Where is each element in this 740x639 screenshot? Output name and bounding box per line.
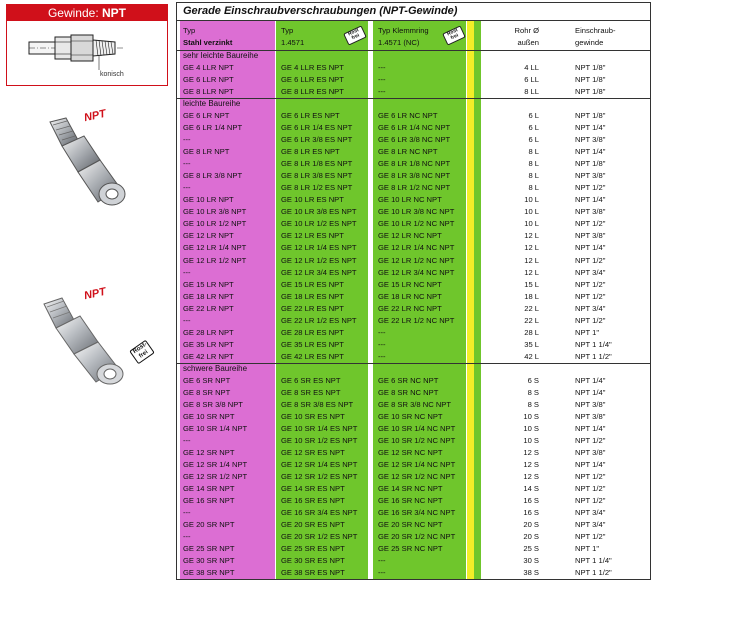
table-row [177, 351, 650, 363]
table-row [177, 291, 650, 303]
col-thread: NPT 1/4" [575, 375, 606, 385]
col-stainless: GE 8 LR 3/8 ES NPT [281, 171, 353, 181]
col-thread: NPT 1/4" [575, 147, 606, 157]
col-clamp-ring: GE 12 LR 1/4 NC NPT [378, 243, 455, 253]
section-title: sehr leichte Baureihe [183, 51, 259, 60]
product-image-stainless [36, 285, 150, 388]
col-zinc: --- [183, 267, 191, 277]
col-zinc: --- [183, 508, 191, 518]
col-thread: NPT 1/2" [575, 472, 606, 482]
table-row [177, 387, 650, 399]
col-stainless: GE 6 LLR ES NPT [281, 75, 344, 85]
thread-legend-label: Gewinde: [47, 6, 99, 20]
section-heading [177, 363, 650, 375]
col-clamp-ring: --- [378, 63, 386, 73]
stainless-badge-col2: Rost frei [343, 25, 367, 45]
col-tube-diameter: 20 S [523, 532, 539, 542]
col-tube-diameter: 6 LL [524, 75, 539, 85]
col-stainless: GE 8 LR 1/8 ES NPT [281, 159, 353, 169]
section-title: schwere Baureihe [183, 363, 248, 373]
header-col5-line1: Einschraub- [575, 26, 616, 35]
col-clamp-ring: GE 12 SR 1/2 NC NPT [378, 472, 456, 482]
col-tube-diameter: 6 L [528, 135, 539, 145]
col-zinc: GE 30 SR NPT [183, 556, 235, 566]
col-stainless: GE 20 SR 1/2 ES NPT [281, 532, 358, 542]
col-stainless: GE 4 LLR ES NPT [281, 63, 344, 73]
col-tube-diameter: 8 LL [524, 87, 539, 97]
col-clamp-ring: GE 12 SR 1/4 NC NPT [378, 460, 456, 470]
col-stainless: GE 20 SR ES NPT [281, 520, 345, 530]
col-clamp-ring: GE 22 LR 1/2 NC NPT [378, 315, 455, 325]
col-tube-diameter: 15 L [524, 279, 539, 289]
col-tube-diameter: 8 L [528, 183, 539, 193]
table-row [177, 110, 650, 122]
table-row [177, 495, 650, 507]
section-divider [177, 98, 650, 99]
col-thread: NPT 3/4" [575, 303, 606, 313]
col-clamp-ring: --- [378, 568, 386, 578]
col-clamp-ring: --- [378, 87, 386, 97]
col-thread: NPT 1 1/4" [575, 339, 612, 349]
col-zinc: GE 12 SR 1/4 NPT [183, 460, 248, 470]
col-zinc: GE 10 SR 1/4 NPT [183, 423, 248, 433]
col-thread: NPT 3/8" [575, 447, 606, 457]
col-thread: NPT 1/2" [575, 255, 606, 265]
col-stainless: GE 15 LR ES NPT [281, 279, 344, 289]
col-tube-diameter: 28 L [524, 327, 539, 337]
col-tube-diameter: 8 S [527, 387, 539, 397]
col-clamp-ring: GE 25 SR NC NPT [378, 544, 443, 554]
col-stainless: GE 6 SR ES NPT [281, 375, 341, 385]
col-tube-diameter: 38 S [523, 568, 539, 578]
col-stainless: GE 30 SR ES NPT [281, 556, 345, 566]
table-row [177, 74, 650, 86]
col-stainless: GE 6 LR ES NPT [281, 111, 340, 121]
col-thread: NPT 1/2" [575, 484, 606, 494]
col-tube-diameter: 12 S [523, 460, 539, 470]
col-thread: NPT 1/2" [575, 315, 606, 325]
stainless-badge: Rost-frei [129, 340, 155, 365]
col-stainless: GE 16 SR 3/4 ES NPT [281, 508, 358, 518]
table-row [177, 279, 650, 291]
col-tube-diameter: 35 L [524, 339, 539, 349]
col-thread: NPT 1/2" [575, 279, 606, 289]
col-tube-diameter: 10 L [524, 207, 539, 217]
col-tube-diameter: 16 S [523, 496, 539, 506]
col-thread: NPT 1/8" [575, 75, 606, 85]
col-thread: NPT 1" [575, 544, 600, 554]
col-zinc: GE 25 SR NPT [183, 544, 235, 554]
section-divider [177, 363, 650, 364]
header-col2-line2: 1.4571 [281, 38, 305, 47]
col-tube-diameter: 4 LL [524, 63, 539, 73]
col-thread: NPT 3/8" [575, 411, 606, 421]
col-zinc: GE 12 LR 1/2 NPT [183, 255, 247, 265]
col-stainless: GE 22 LR 1/2 ES NPT [281, 315, 357, 325]
col-stainless: GE 8 LR ES NPT [281, 147, 340, 157]
col-tube-diameter: 22 L [524, 315, 539, 325]
table-row [177, 206, 650, 218]
col-tube-diameter: 10 L [524, 195, 539, 205]
col-stainless: GE 10 SR 1/2 ES NPT [281, 435, 358, 445]
col-clamp-ring: GE 6 LR 3/8 NC NPT [378, 135, 451, 145]
table-row [177, 519, 650, 531]
section-title: leichte Baureihe [183, 99, 241, 109]
col-stainless: GE 12 LR 3/4 ES NPT [281, 267, 357, 277]
table-row [177, 399, 650, 411]
table-row [177, 134, 650, 146]
npt-tag-1: NPT [82, 107, 108, 125]
col-stainless: GE 18 LR ES NPT [281, 291, 344, 301]
header-col4-line2: außen [517, 38, 539, 47]
table-row [177, 327, 650, 339]
col-zinc: GE 18 LR NPT [183, 291, 234, 301]
col-stainless: GE 8 LLR ES NPT [281, 87, 344, 97]
col-tube-diameter: 10 S [523, 423, 539, 433]
col-tube-diameter: 12 S [523, 472, 539, 482]
col-stainless: GE 6 LR 3/8 ES NPT [281, 135, 353, 145]
table-row [177, 459, 650, 471]
col-zinc: GE 12 LR 1/4 NPT [183, 243, 247, 253]
col-zinc: GE 12 LR NPT [183, 231, 234, 241]
col-stainless: GE 12 LR 1/4 ES NPT [281, 243, 357, 253]
col-clamp-ring: GE 10 LR NC NPT [378, 195, 442, 205]
col-zinc: GE 10 LR NPT [183, 195, 234, 205]
col-zinc: GE 6 LR 1/4 NPT [183, 123, 243, 133]
col-zinc: --- [183, 159, 191, 169]
table-row [177, 567, 650, 579]
col-zinc: GE 12 SR NPT [183, 447, 235, 457]
header-col3-line2: 1.4571 (NC) [378, 38, 420, 47]
col-clamp-ring: GE 12 LR 1/2 NC NPT [378, 255, 455, 265]
col-thread: NPT 1 1/4" [575, 556, 612, 566]
col-clamp-ring: GE 8 SR 3/8 NC NPT [378, 399, 452, 409]
table-row [177, 230, 650, 242]
table-row [177, 447, 650, 459]
col-stainless: GE 28 LR ES NPT [281, 327, 344, 337]
col-zinc: GE 15 LR NPT [183, 279, 234, 289]
col-zinc: GE 20 SR NPT [183, 520, 235, 530]
col-clamp-ring: GE 6 SR NC NPT [378, 375, 439, 385]
col-tube-diameter: 22 L [524, 303, 539, 313]
col-thread: NPT 1/2" [575, 291, 606, 301]
col-clamp-ring: GE 12 LR NC NPT [378, 231, 442, 241]
col-tube-diameter: 10 L [524, 219, 539, 229]
col-zinc: GE 8 SR NPT [183, 387, 231, 397]
col-tube-diameter: 8 S [527, 399, 539, 409]
col-thread: NPT 1/8" [575, 159, 606, 169]
col-stainless: GE 12 SR ES NPT [281, 447, 345, 457]
col-clamp-ring: GE 14 SR NC NPT [378, 484, 443, 494]
col-stainless: GE 35 LR ES NPT [281, 339, 344, 349]
fittings-table [177, 21, 650, 579]
col-clamp-ring: GE 10 SR 1/2 NC NPT [378, 435, 456, 445]
col-thread: NPT 1/4" [575, 243, 606, 253]
table-row [177, 375, 650, 387]
col-stainless: GE 38 SR ES NPT [281, 568, 345, 578]
col-thread: NPT 3/8" [575, 171, 606, 181]
col-clamp-ring: --- [378, 327, 386, 337]
col-clamp-ring: GE 10 SR NC NPT [378, 411, 443, 421]
col-clamp-ring: GE 16 SR 3/4 NC NPT [378, 508, 456, 518]
col-thread: NPT 3/8" [575, 399, 606, 409]
col-stainless: GE 6 LR 1/4 ES NPT [281, 123, 353, 133]
col-zinc: GE 8 SR 3/8 NPT [183, 399, 243, 409]
table-row [177, 471, 650, 483]
col-clamp-ring: GE 8 LR 1/2 NC NPT [378, 183, 451, 193]
col-zinc: GE 10 SR NPT [183, 411, 235, 421]
thread-legend-type: NPT [102, 6, 127, 20]
col-stainless: GE 14 SR ES NPT [281, 484, 345, 494]
fitting-zinc-icon [40, 107, 140, 210]
table-row [177, 531, 650, 543]
col-zinc: --- [183, 315, 191, 325]
col-zinc: GE 6 SR NPT [183, 375, 231, 385]
col-tube-diameter: 30 S [523, 556, 539, 566]
table-row [177, 507, 650, 519]
table-row [177, 170, 650, 182]
col-clamp-ring: --- [378, 556, 386, 566]
col-clamp-ring: GE 6 LR 1/4 NC NPT [378, 123, 451, 133]
col-clamp-ring: --- [378, 339, 386, 349]
npt-tag-2: NPT [82, 285, 108, 303]
col-thread: NPT 1" [575, 327, 600, 337]
table-row [177, 86, 650, 98]
col-tube-diameter: 16 S [523, 508, 539, 518]
col-thread: NPT 1/4" [575, 195, 606, 205]
col-thread: NPT 1/4" [575, 387, 606, 397]
col-zinc: GE 4 LLR NPT [183, 63, 234, 73]
col-clamp-ring: GE 8 LR 1/8 NC NPT [378, 159, 451, 169]
col-thread: NPT 1/2" [575, 219, 606, 229]
col-thread: NPT 3/4" [575, 508, 606, 518]
col-tube-diameter: 20 S [523, 520, 539, 530]
col-zinc: GE 14 SR NPT [183, 484, 235, 494]
col-zinc: GE 8 LR 3/8 NPT [183, 171, 243, 181]
col-tube-diameter: 12 L [524, 243, 539, 253]
col-clamp-ring: GE 22 LR NC NPT [378, 303, 442, 313]
col-clamp-ring: GE 12 LR 3/4 NC NPT [378, 267, 455, 277]
col-stainless: GE 22 LR ES NPT [281, 303, 344, 313]
col-clamp-ring: GE 8 LR NC NPT [378, 147, 438, 157]
col-clamp-ring: GE 20 SR 1/2 NC NPT [378, 532, 456, 542]
table-row [177, 218, 650, 230]
col-zinc: GE 42 LR NPT [183, 351, 234, 361]
col-zinc: GE 16 SR NPT [183, 496, 235, 506]
col-zinc: GE 35 LR NPT [183, 339, 234, 349]
col-tube-diameter: 12 S [523, 447, 539, 457]
col-tube-diameter: 14 S [523, 484, 539, 494]
col-tube-diameter: 10 S [523, 435, 539, 445]
col-tube-diameter: 12 L [524, 255, 539, 265]
col-zinc: GE 8 LLR NPT [183, 87, 234, 97]
fitting-drawing-icon [7, 22, 167, 84]
col-zinc: GE 8 LR NPT [183, 147, 230, 157]
col-clamp-ring: GE 10 LR 1/2 NC NPT [378, 219, 455, 229]
col-tube-diameter: 8 L [528, 171, 539, 181]
fitting-stainless-icon [36, 285, 146, 388]
table-header-line1 [177, 25, 650, 37]
col-clamp-ring: GE 20 SR NC NPT [378, 520, 443, 530]
col-thread: NPT 1/8" [575, 87, 606, 97]
table-row [177, 182, 650, 194]
col-tube-diameter: 25 S [523, 544, 539, 554]
col-thread: NPT 1/4" [575, 460, 606, 470]
table-row [177, 146, 650, 158]
col-tube-diameter: 6 L [528, 123, 539, 133]
col-thread: NPT 1/4" [575, 123, 606, 133]
section-divider [177, 50, 650, 51]
col-zinc: GE 38 SR NPT [183, 568, 235, 578]
col-thread: NPT 1/8" [575, 111, 606, 121]
col-zinc: --- [183, 435, 191, 445]
header-col4-line1: Rohr Ø [514, 26, 539, 35]
col-tube-diameter: 12 L [524, 231, 539, 241]
col-zinc: GE 28 LR NPT [183, 327, 234, 337]
col-thread: NPT 3/8" [575, 207, 606, 217]
table-row [177, 122, 650, 134]
table-row [177, 483, 650, 495]
table-row [177, 62, 650, 74]
col-thread: NPT 1/2" [575, 496, 606, 506]
col-clamp-ring: GE 8 SR NC NPT [378, 387, 439, 397]
col-tube-diameter: 8 L [528, 159, 539, 169]
col-thread: NPT 3/4" [575, 520, 606, 530]
col-clamp-ring: GE 15 LR NC NPT [378, 279, 442, 289]
col-thread: NPT 3/4" [575, 267, 606, 277]
col-clamp-ring: GE 10 SR 1/4 NC NPT [378, 423, 456, 433]
table-header-line2 [177, 37, 650, 49]
header-col5-line2: gewinde [575, 38, 604, 47]
col-tube-diameter: 6 L [528, 111, 539, 121]
header-col1-line2: Stahl verzinkt [183, 38, 233, 47]
table-row [177, 435, 650, 447]
col-zinc: GE 6 LR NPT [183, 111, 230, 121]
col-thread: NPT 1/8" [575, 63, 606, 73]
col-stainless: GE 8 SR 3/8 ES NPT [281, 399, 354, 409]
header-col1-line1: Typ [183, 26, 196, 35]
col-clamp-ring: GE 16 SR NC NPT [378, 496, 443, 506]
col-thread: NPT 3/8" [575, 231, 606, 241]
col-zinc: GE 6 LLR NPT [183, 75, 234, 85]
table-row [177, 267, 650, 279]
col-stainless: GE 10 LR ES NPT [281, 195, 344, 205]
col-zinc: GE 12 SR 1/2 NPT [183, 472, 248, 482]
col-stainless: GE 10 LR 1/2 ES NPT [281, 219, 357, 229]
col-zinc: GE 22 LR NPT [183, 303, 234, 313]
col-clamp-ring: GE 6 LR NC NPT [378, 111, 438, 121]
col-clamp-ring: GE 12 SR NC NPT [378, 447, 443, 457]
section-heading [177, 98, 650, 110]
col-clamp-ring: --- [378, 75, 386, 85]
table-row [177, 555, 650, 567]
table-row [177, 315, 650, 327]
table-row [177, 423, 650, 435]
col-tube-diameter: 8 L [528, 147, 539, 157]
col-thread: NPT 1/2" [575, 532, 606, 542]
col-zinc: --- [183, 135, 191, 145]
table-row [177, 158, 650, 170]
col-stainless: GE 8 LR 1/2 ES NPT [281, 183, 353, 193]
col-zinc: --- [183, 532, 191, 542]
col-stainless: GE 10 LR 3/8 ES NPT [281, 207, 357, 217]
fittings-table-panel [176, 2, 651, 580]
col-thread: NPT 1/2" [575, 183, 606, 193]
col-stainless: GE 12 SR 1/2 ES NPT [281, 472, 358, 482]
col-clamp-ring: GE 8 LR 3/8 NC NPT [378, 171, 451, 181]
col-thread: NPT 1/4" [575, 423, 606, 433]
table-row [177, 303, 650, 315]
col-stainless: GE 12 LR ES NPT [281, 231, 344, 241]
section-heading [177, 50, 650, 62]
col-tube-diameter: 10 S [523, 411, 539, 421]
table-row [177, 339, 650, 351]
table-row [177, 255, 650, 267]
header-col2-line1: Typ [281, 26, 294, 35]
col-clamp-ring: --- [378, 351, 386, 361]
col-tube-diameter: 18 L [524, 291, 539, 301]
col-stainless: GE 10 SR 1/4 ES NPT [281, 423, 358, 433]
col-stainless: GE 16 SR ES NPT [281, 496, 345, 506]
col-thread: NPT 3/8" [575, 135, 606, 145]
col-clamp-ring: GE 18 LR NC NPT [378, 291, 442, 301]
stainless-badge-col3: Rost frei [442, 25, 466, 45]
col-zinc: GE 10 LR 1/2 NPT [183, 219, 247, 229]
col-stainless: GE 25 SR ES NPT [281, 544, 345, 554]
table-title: Gerade Einschraubverschraubungen (NPT-Gewinde) [177, 3, 650, 21]
col-tube-diameter: 6 S [527, 375, 539, 385]
col-stainless: GE 12 LR 1/2 ES NPT [281, 255, 357, 265]
col-zinc: GE 10 LR 3/8 NPT [183, 207, 247, 217]
col-zinc: --- [183, 183, 191, 193]
table-row [177, 242, 650, 254]
col-stainless: GE 10 SR ES NPT [281, 411, 345, 421]
thread-legend-header [7, 5, 167, 21]
thread-annotation: konisch [100, 71, 124, 78]
col-tube-diameter: 12 L [524, 267, 539, 277]
table-row [177, 411, 650, 423]
col-thread: NPT 1 1/2" [575, 351, 612, 361]
table-row [177, 194, 650, 206]
thread-legend [6, 4, 168, 86]
col-tube-diameter: 42 L [524, 351, 539, 361]
header-col3-line1: Typ Klemmring [378, 26, 429, 35]
col-stainless: GE 42 LR ES NPT [281, 351, 344, 361]
col-thread: NPT 1 1/2" [575, 568, 612, 578]
product-image-zinc [40, 107, 140, 210]
col-clamp-ring: GE 10 LR 3/8 NC NPT [378, 207, 455, 217]
col-thread: NPT 1/2" [575, 435, 606, 445]
col-stainless: GE 12 SR 1/4 ES NPT [281, 460, 358, 470]
col-stainless: GE 8 SR ES NPT [281, 387, 341, 397]
table-row [177, 543, 650, 555]
